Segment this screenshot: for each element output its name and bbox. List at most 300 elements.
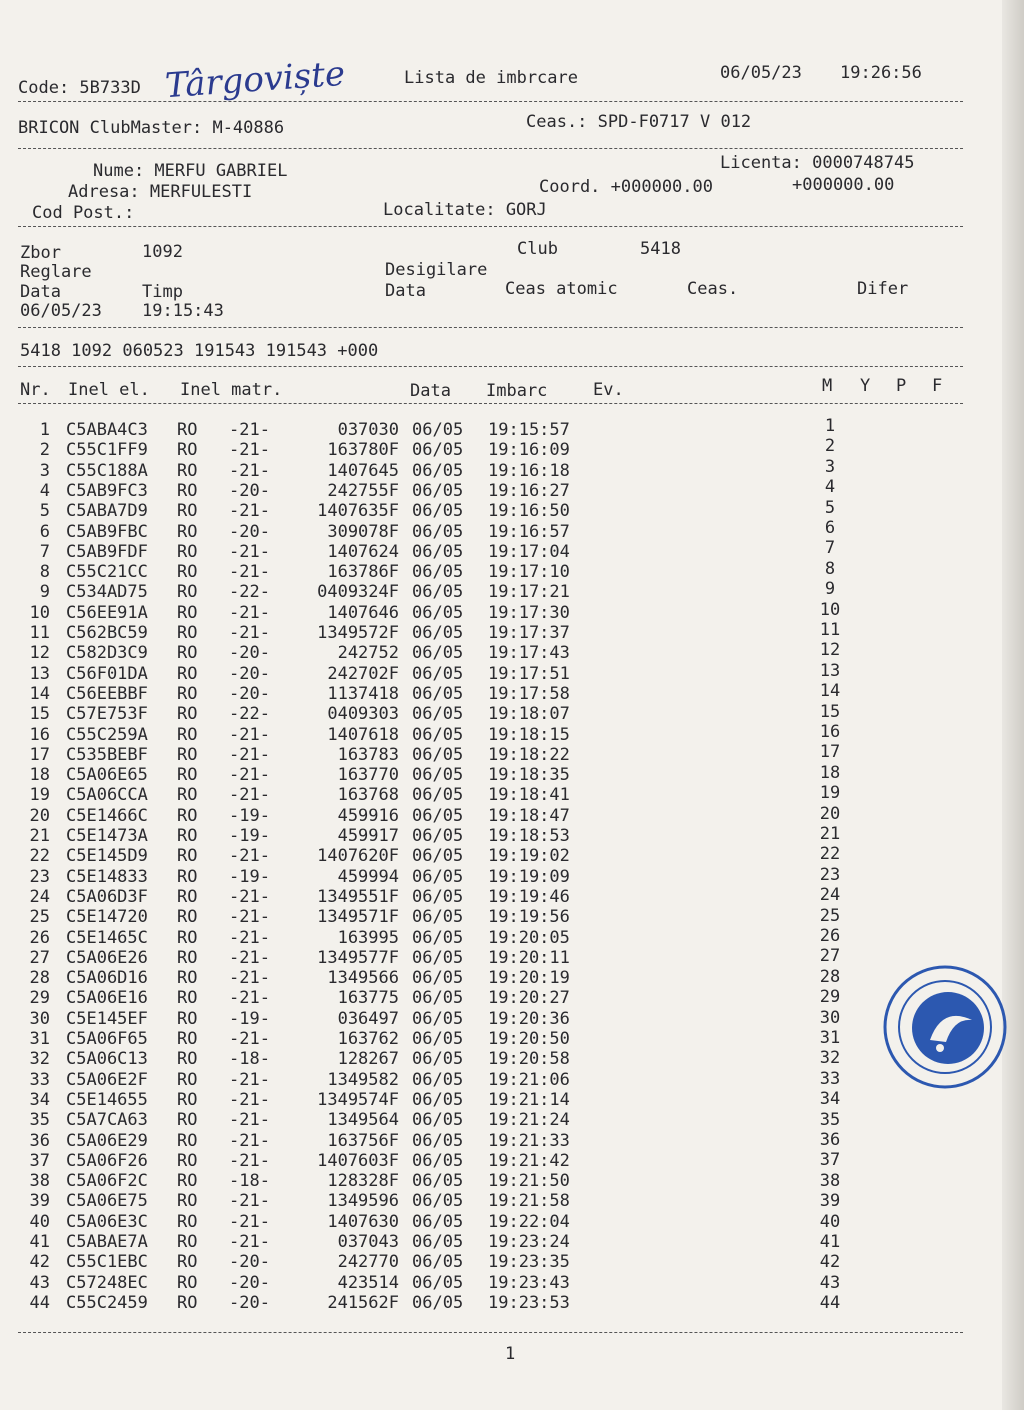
summary-line: 5418 1092 060523 191543 191543 +000 [20, 341, 379, 361]
divider [18, 226, 963, 227]
page-edge [1002, 0, 1024, 1410]
print-date: 06/05/23 [720, 63, 802, 83]
row-number: 37 [29, 1150, 50, 1171]
registration-ring: 128267 [337, 1049, 399, 1070]
country-code: RO [177, 765, 198, 786]
basketing-date: 06/05 [412, 785, 464, 806]
ring-year: -21- [229, 1069, 270, 1090]
table-row [0, 1131, 700, 1151]
basketing-date: 06/05 [412, 704, 464, 725]
time-label: Timp [142, 282, 183, 302]
col-header-m: M [822, 376, 833, 396]
country-code: RO [177, 1292, 198, 1313]
registration-ring: 1407620F [317, 846, 399, 867]
pigeon-index: 24 [819, 885, 841, 906]
basketing-time: 19:21:42 [488, 1150, 570, 1171]
country-code: RO [177, 1150, 198, 1171]
registration-ring: 1349596 [327, 1191, 399, 1212]
registration-ring: 1407603F [317, 1150, 399, 1171]
pigeon-index: 6 [824, 518, 836, 538]
table-row [0, 1110, 700, 1130]
country-code: RO [177, 562, 198, 583]
electronic-ring: C5E14720 [66, 907, 148, 928]
basketing-time: 19:19:46 [488, 886, 570, 907]
table-row [0, 1009, 700, 1029]
basketing-time: 19:18:22 [488, 744, 570, 765]
country-code: RO [177, 968, 198, 989]
basketing-time: 19:21:58 [488, 1191, 570, 1212]
basketing-time: 19:19:02 [488, 846, 570, 867]
ring-year: -21- [229, 623, 270, 643]
electronic-ring: C5A06E75 [66, 1191, 148, 1212]
registration-ring: 163762 [337, 1029, 399, 1049]
pigeon-index: 16 [819, 722, 841, 742]
coordinates-second: +000000.00 [792, 175, 895, 195]
table-row [0, 928, 700, 948]
registration-ring: 163786F [327, 562, 399, 583]
pigeon-index: 26 [819, 926, 841, 946]
ring-year: -19- [229, 805, 270, 826]
basketing-date: 06/05 [412, 1171, 464, 1192]
registration-ring: 163780F [327, 440, 399, 461]
basketing-time: 19:20:11 [488, 947, 570, 968]
country-code: RO [177, 460, 198, 481]
electronic-ring: C5E1473A [66, 826, 148, 846]
pigeon-index: 1 [824, 416, 836, 436]
ring-year: -21- [229, 724, 270, 745]
electronic-ring: C5E1465C [66, 927, 148, 948]
row-number: 35 [29, 1110, 50, 1131]
electronic-ring: C5A06E3C [66, 1211, 148, 1232]
registration-ring: 242752 [337, 643, 399, 664]
electronic-ring: C582D3C9 [66, 643, 148, 664]
ring-year: -22- [229, 582, 270, 603]
country-code: RO [177, 1211, 198, 1232]
pigeon-index: 38 [819, 1170, 841, 1191]
ring-year: -21- [229, 1232, 270, 1252]
country-code: RO [177, 744, 198, 765]
country-code: RO [177, 1089, 198, 1110]
registration-ring: 1349582 [327, 1069, 399, 1090]
adjustment-label: Reglare [20, 262, 92, 282]
basketing-date: 06/05 [412, 582, 464, 603]
registration-ring: 1407635F [317, 501, 399, 522]
table-row [0, 725, 700, 745]
basketing-date: 06/05 [412, 1191, 464, 1212]
basketing-time: 19:21:06 [488, 1069, 570, 1090]
table-row [0, 643, 700, 663]
electronic-ring: C56EEBBF [66, 683, 148, 704]
ring-year: -20- [229, 1272, 270, 1293]
electronic-ring: C535BEBF [66, 744, 148, 765]
pigeon-index: 14 [819, 681, 841, 702]
registration-ring: 1349566 [327, 968, 399, 989]
registration-ring: 037043 [337, 1232, 399, 1252]
row-number: 29 [29, 988, 50, 1009]
col-header-imbarc: Imbarc [486, 381, 548, 401]
electronic-ring: C5A06E26 [66, 947, 148, 968]
pigeon-index: 5 [824, 497, 836, 518]
row-number: 8 [39, 562, 50, 583]
table-row [0, 704, 700, 724]
country-code: RO [177, 602, 198, 623]
table-row [0, 542, 700, 562]
basketing-time: 19:18:53 [488, 826, 570, 846]
ring-year: -21- [229, 765, 270, 786]
club-number: 5418 [640, 239, 681, 259]
electronic-ring: C57E753F [66, 704, 148, 725]
registration-ring: 163756F [327, 1130, 399, 1151]
pigeon-index: 34 [819, 1089, 841, 1110]
registration-ring: 128328F [327, 1171, 399, 1192]
pigeon-index: 8 [824, 558, 836, 579]
country-code: RO [177, 947, 198, 968]
table-row [0, 1273, 700, 1293]
table-row [0, 623, 700, 643]
basketing-date: 06/05 [412, 480, 464, 501]
table-row [0, 1090, 700, 1110]
basketing-time: 19:17:30 [488, 602, 570, 623]
table-row [0, 745, 700, 765]
registration-ring: 1137418 [327, 683, 399, 704]
basketing-date: 06/05 [412, 541, 464, 562]
table-row [0, 603, 700, 623]
basketing-date: 06/05 [412, 562, 464, 583]
basketing-time: 19:16:27 [488, 480, 570, 501]
club-label: Club [517, 239, 558, 259]
pigeon-index: 22 [819, 844, 841, 865]
table-row [0, 481, 700, 501]
ring-year: -20- [229, 521, 270, 542]
row-number: 30 [29, 1008, 50, 1029]
table-row [0, 785, 700, 805]
basketing-date: 06/05 [412, 886, 464, 907]
ring-year: -21- [229, 968, 270, 989]
country-code: RO [177, 1049, 198, 1070]
pigeon-index: 2 [824, 436, 836, 457]
row-number: 41 [29, 1232, 50, 1252]
country-code: RO [177, 582, 198, 603]
country-code: RO [177, 907, 198, 928]
electronic-ring: C5AB9FC3 [66, 480, 148, 501]
pigeon-index: 20 [819, 803, 841, 824]
ring-year: -21- [229, 1211, 270, 1232]
pigeon-index: 23 [819, 864, 841, 885]
pigeon-index: 13 [819, 660, 841, 681]
basketing-date: 06/05 [412, 988, 464, 1009]
electronic-ring: C5ABA7D9 [66, 501, 148, 522]
pigeon-index: 37 [819, 1150, 841, 1171]
electronic-ring: C5A7CA63 [66, 1110, 148, 1131]
country-code: RO [177, 886, 198, 907]
row-number: 2 [39, 440, 50, 461]
pigeon-index: 30 [819, 1007, 841, 1028]
country-code: RO [177, 501, 198, 522]
table-row [0, 1232, 700, 1252]
country-code: RO [177, 541, 198, 562]
table-row [0, 501, 700, 521]
basketing-time: 19:17:04 [488, 541, 570, 562]
electronic-ring: C5AB9FDF [66, 541, 148, 562]
flight-number: 1092 [142, 242, 183, 262]
row-number: 11 [29, 623, 50, 643]
basketing-date: 06/05 [412, 420, 464, 440]
basketing-time: 19:18:35 [488, 765, 570, 786]
row-number: 13 [29, 663, 50, 684]
row-number: 32 [29, 1049, 50, 1070]
basketing-date: 06/05 [412, 744, 464, 765]
country-code: RO [177, 440, 198, 461]
country-code: RO [177, 826, 198, 846]
table-row [0, 440, 700, 460]
basketing-date: 06/05 [412, 1252, 464, 1273]
basketing-time: 19:16:18 [488, 460, 570, 481]
row-number: 25 [29, 907, 50, 928]
basketing-time: 19:17:21 [488, 582, 570, 603]
ring-year: -21- [229, 1150, 270, 1171]
electronic-ring: C55C188A [66, 460, 148, 481]
electronic-ring: C5A06D16 [66, 968, 148, 989]
col-header-y: Y [860, 376, 871, 396]
pigeon-index: 3 [824, 456, 836, 477]
ring-year: -21- [229, 988, 270, 1009]
electronic-ring: C5A06E65 [66, 765, 148, 786]
registration-ring: 036497 [337, 1008, 399, 1029]
basketing-date: 06/05 [412, 683, 464, 704]
country-code: RO [177, 1130, 198, 1151]
row-number: 28 [29, 968, 50, 989]
basketing-date: 06/05 [412, 460, 464, 481]
pigeon-index: 32 [819, 1048, 841, 1069]
table-row [0, 420, 700, 440]
basketing-date: 06/05 [412, 663, 464, 684]
basketing-time: 19:20:27 [488, 988, 570, 1009]
ring-year: -21- [229, 602, 270, 623]
pigeon-index: 21 [819, 824, 841, 844]
ring-year: -21- [229, 1130, 270, 1151]
country-code: RO [177, 643, 198, 664]
basketing-date: 06/05 [412, 1110, 464, 1131]
row-number: 20 [29, 805, 50, 826]
country-code: RO [177, 1069, 198, 1090]
ring-year: -21- [229, 846, 270, 867]
country-code: RO [177, 1171, 198, 1192]
table-row [0, 1151, 700, 1171]
table-row [0, 1070, 700, 1090]
country-code: RO [177, 846, 198, 867]
country-code: RO [177, 988, 198, 1009]
pigeon-index: 33 [819, 1068, 841, 1089]
basketing-date: 06/05 [412, 1069, 464, 1090]
electronic-ring: C55C259A [66, 724, 148, 745]
basketing-date: 06/05 [412, 1150, 464, 1171]
row-number: 10 [29, 602, 50, 623]
date-label: Data [20, 282, 61, 302]
divider [18, 148, 963, 149]
registration-ring: 459916 [337, 805, 399, 826]
row-number: 38 [29, 1171, 50, 1192]
basketing-time: 19:19:09 [488, 866, 570, 887]
ring-year: -21- [229, 440, 270, 461]
row-number: 7 [39, 541, 50, 562]
basketing-time: 19:23:43 [488, 1272, 570, 1293]
table-row [0, 664, 700, 684]
page-number: 1 [505, 1344, 516, 1364]
ring-year: -20- [229, 1292, 270, 1313]
pigeon-index: 31 [819, 1028, 841, 1048]
ring-year: -21- [229, 562, 270, 583]
registration-ring: 242702F [327, 663, 399, 684]
basketing-date: 06/05 [412, 440, 464, 461]
license-number: Licenta: 0000748745 [720, 153, 915, 173]
basketing-date: 06/05 [412, 907, 464, 928]
basketing-time: 19:23:35 [488, 1252, 570, 1273]
ring-year: -20- [229, 1252, 270, 1273]
basketing-date: 06/05 [412, 602, 464, 623]
ring-year: -21- [229, 420, 270, 440]
ring-year: -21- [229, 907, 270, 928]
country-code: RO [177, 1272, 198, 1293]
table-row [0, 1029, 700, 1049]
country-code: RO [177, 1110, 198, 1131]
pigeon-index: 10 [819, 599, 841, 620]
basketing-time: 19:18:07 [488, 704, 570, 725]
basketing-date: 06/05 [412, 501, 464, 522]
row-number: 19 [29, 785, 50, 806]
registration-ring: 163768 [337, 785, 399, 806]
registration-ring: 1407624 [327, 541, 399, 562]
table-row [0, 948, 700, 968]
row-number: 42 [29, 1252, 50, 1273]
row-number: 1 [39, 420, 50, 440]
basketing-time: 19:16:57 [488, 521, 570, 542]
row-number: 33 [29, 1069, 50, 1090]
row-number: 18 [29, 765, 50, 786]
basketing-time: 19:20:50 [488, 1029, 570, 1049]
registration-ring: 1407645 [327, 460, 399, 481]
basketing-date: 06/05 [412, 643, 464, 664]
electronic-ring: C5ABA4C3 [66, 420, 148, 440]
basketing-time: 19:17:10 [488, 562, 570, 583]
electronic-ring: C55C1FF9 [66, 440, 148, 461]
ring-year: -21- [229, 1029, 270, 1049]
handwritten-location: Târgoviște [163, 53, 347, 107]
electronic-ring: C5E1466C [66, 805, 148, 826]
table-row [0, 846, 700, 866]
registration-ring: 459917 [337, 826, 399, 846]
registration-ring: 1349577F [317, 947, 399, 968]
pigeon-index: 18 [819, 762, 841, 783]
table-row [0, 1049, 700, 1069]
locality: Localitate: GORJ [383, 200, 547, 220]
registration-ring: 1407618 [327, 724, 399, 745]
basketing-time: 19:18:41 [488, 785, 570, 806]
basketing-time: 19:21:33 [488, 1130, 570, 1151]
row-number: 24 [29, 886, 50, 907]
basketing-date: 06/05 [412, 1292, 464, 1313]
ring-year: -21- [229, 460, 270, 481]
table-row [0, 765, 700, 785]
registration-ring: 1407646 [327, 602, 399, 623]
electronic-ring: C57248EC [66, 1272, 148, 1293]
row-number: 5 [39, 501, 50, 522]
table-row [0, 461, 700, 481]
clock-label: Ceas. [687, 279, 739, 299]
basketing-time: 19:23:24 [488, 1232, 570, 1252]
row-number: 27 [29, 947, 50, 968]
adjustment-date: 06/05/23 [20, 301, 102, 321]
table-row [0, 1252, 700, 1272]
pigeon-index: 9 [824, 579, 836, 600]
country-code: RO [177, 521, 198, 542]
electronic-ring: C5A06D3F [66, 886, 148, 907]
electronic-ring: C55C21CC [66, 562, 148, 583]
pigeon-index: 12 [819, 640, 841, 661]
row-number: 40 [29, 1211, 50, 1232]
row-number: 6 [39, 521, 50, 542]
difference-label: Difer [857, 279, 909, 299]
country-code: RO [177, 1232, 198, 1252]
table-row [0, 1191, 700, 1211]
registration-ring: 163775 [337, 988, 399, 1009]
pigeon-index: 41 [819, 1232, 841, 1252]
divider [18, 327, 963, 328]
registration-ring: 1349564 [327, 1110, 399, 1131]
table-row [0, 1171, 700, 1191]
basketing-time: 19:17:37 [488, 623, 570, 643]
country-code: RO [177, 663, 198, 684]
table-row [0, 968, 700, 988]
table-row [0, 1212, 700, 1232]
registration-ring: 1349574F [317, 1089, 399, 1110]
ring-year: -21- [229, 541, 270, 562]
ring-year: -20- [229, 480, 270, 501]
coordinates: Coord. +000000.00 [539, 177, 713, 197]
basketing-time: 19:21:14 [488, 1089, 570, 1110]
table-row [0, 887, 700, 907]
row-number: 15 [29, 704, 50, 725]
ring-year: -18- [229, 1171, 270, 1192]
basketing-time: 19:19:56 [488, 907, 570, 928]
divider [18, 403, 963, 404]
table-row [0, 988, 700, 1008]
registration-ring: 1407630 [327, 1211, 399, 1232]
table-row [0, 562, 700, 582]
pigeon-index: 43 [819, 1272, 841, 1293]
country-code: RO [177, 704, 198, 725]
country-code: RO [177, 1029, 198, 1049]
row-number: 26 [29, 927, 50, 948]
electronic-ring: C5AB9FBC [66, 521, 148, 542]
electronic-ring: C5A06C13 [66, 1049, 148, 1070]
row-number: 3 [39, 460, 50, 481]
table-row [0, 907, 700, 927]
registration-ring: 459994 [337, 866, 399, 887]
basketing-date: 06/05 [412, 947, 464, 968]
clubmaster-label: BRICON ClubMaster: M-40886 [18, 118, 285, 138]
basketing-time: 19:18:47 [488, 805, 570, 826]
ring-year: -19- [229, 826, 270, 846]
row-number: 23 [29, 866, 50, 887]
electronic-ring: C5E145EF [66, 1008, 148, 1029]
col-header-inel-el: Inel el. [68, 380, 150, 400]
col-header-nr: Nr. [20, 380, 51, 400]
pigeon-index: 19 [819, 783, 841, 804]
divider [18, 101, 963, 102]
registration-ring: 1349571F [317, 907, 399, 928]
col-header-ev: Ev. [593, 380, 624, 400]
basketing-time: 19:18:15 [488, 724, 570, 745]
